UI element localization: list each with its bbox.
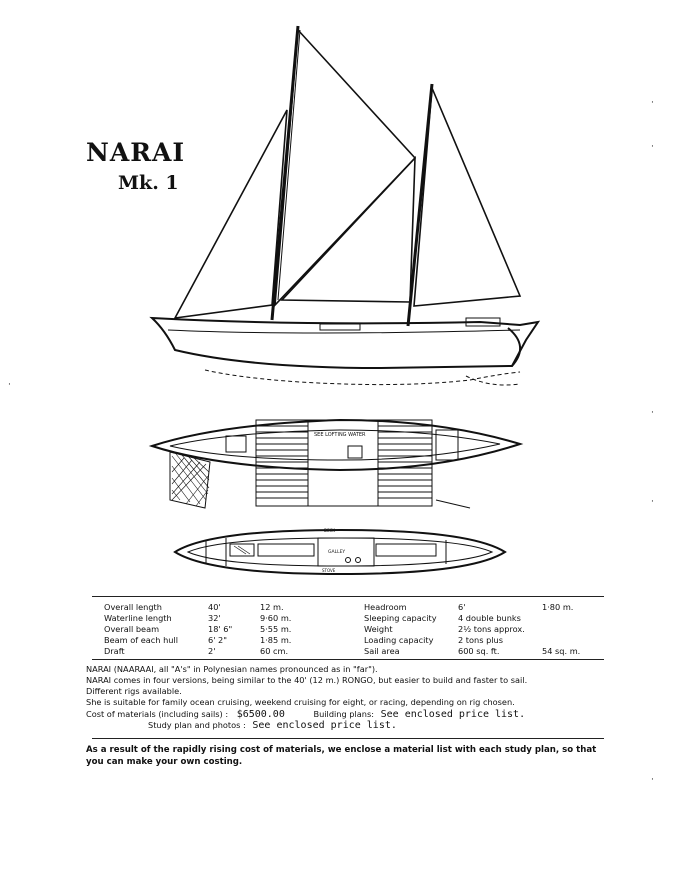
notes-section [86, 664, 606, 731]
spec-label: Beam of each hull [104, 635, 179, 645]
deck-label: DECK [324, 528, 336, 533]
spec-label: Overall length [104, 602, 162, 612]
spec-metric: 1·85 m. [260, 635, 292, 645]
note-line: NARAI (NAARAAI, all "A's" in Polynesian names pronounced as in "far"). [86, 664, 378, 674]
spec-label: Overall beam [104, 624, 160, 634]
spec-imperial: 18' 6" [208, 624, 233, 634]
study-value: See enclosed price list. [252, 720, 397, 731]
spec-metric: 1·80 m. [542, 602, 574, 612]
note-line: She is suitable for family ocean cruising, weekend cruising for eight, or racing, depending on rig chosen. [86, 697, 515, 707]
top-divider [92, 596, 604, 597]
spec-metric: 5·55 m. [260, 624, 292, 634]
footer-note: As a result of the rapidly rising cost of materials, we enclose a material list with each study plan, so that you can make your own costing. [86, 745, 597, 767]
margin-mark: · [651, 142, 654, 152]
galley-label: GALLEY [328, 550, 346, 555]
spec-metric: 12 m. [260, 602, 284, 612]
spec-label: Sleeping capacity [364, 613, 437, 623]
study-label: Study plan and photos : [148, 720, 246, 730]
spec-imperial: 600 sq. ft. [458, 646, 500, 656]
page-title: NARAI [86, 138, 186, 167]
hull-plan [175, 528, 505, 574]
margin-mark: · [651, 775, 654, 785]
spec-label: Weight [364, 624, 393, 634]
study-line [86, 720, 606, 731]
cabin-label: SEE LOFTING WATER [314, 432, 366, 438]
margin-mark: · [651, 98, 654, 108]
spec-imperial: 4 double bunks [458, 613, 521, 623]
spec-metric: 9·60 m. [260, 613, 292, 623]
deck-plan [152, 420, 520, 508]
spec-imperial: 2 tons plus [458, 635, 504, 645]
spec-label: Waterline length [104, 613, 172, 623]
spec-label: Headroom [364, 602, 407, 612]
spec-label: Loading capacity [364, 635, 434, 645]
margin-mark: · [8, 380, 11, 390]
plans-value: See enclosed price list. [380, 709, 526, 720]
notes-divider [92, 738, 604, 739]
cost-label: Cost of materials (including sails) : [86, 709, 229, 719]
specs-divider [92, 659, 604, 660]
spec-label: Draft [104, 646, 125, 656]
cost-value: $6500.00 [236, 709, 285, 720]
note-line: Different rigs available. [86, 686, 182, 696]
page-subtitle: Mk. 1 [118, 172, 179, 194]
spec-metric: 54 sq. m. [542, 646, 581, 656]
cost-line [86, 709, 606, 720]
spec-metric: 60 cm. [260, 646, 289, 656]
note-line: NARAI comes in four versions, being similar to the 40' (12 m.) RONGO, but easier to build and faster to sail. [86, 675, 528, 685]
spec-imperial: 2' [208, 646, 216, 656]
margin-mark: · [651, 497, 654, 507]
plans-label: Building plans: [313, 709, 374, 719]
spec-imperial: 2½ tons approx. [458, 624, 525, 634]
spec-imperial: 32' [208, 613, 221, 623]
spec-label: Sail area [364, 646, 400, 656]
stove-label: STOVE [322, 568, 336, 573]
spec-imperial: 6' 2" [208, 635, 228, 645]
margin-mark: · [651, 408, 654, 418]
spec-imperial: 6' [458, 602, 466, 612]
spec-imperial: 40' [208, 602, 221, 612]
sail-plan [152, 26, 538, 385]
